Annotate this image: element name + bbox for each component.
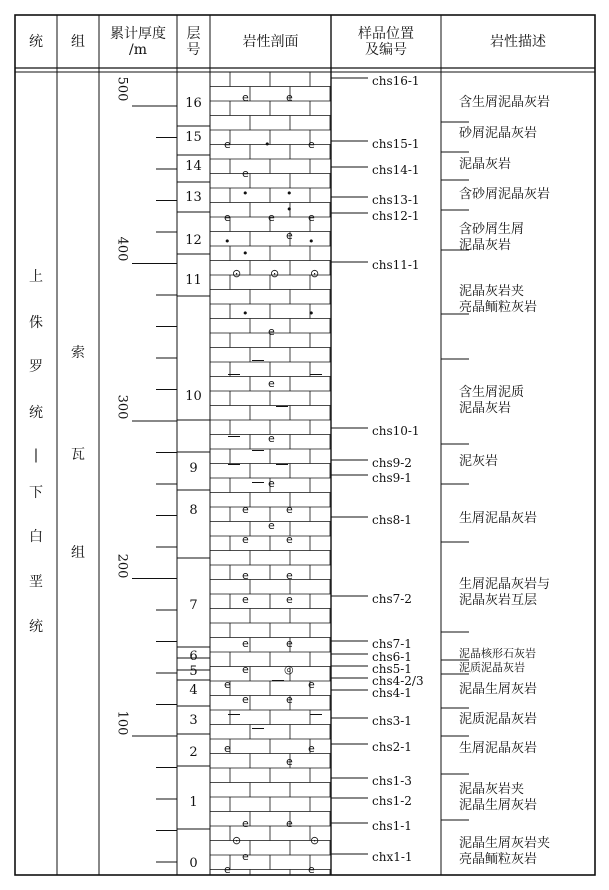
layer-number: 2 bbox=[189, 745, 198, 760]
lithology-symbols bbox=[14, 14, 596, 876]
series-char: 侏 bbox=[29, 315, 43, 331]
header-lithology-description: 岩性描述 bbox=[490, 33, 546, 50]
bioclast-symbol: e bbox=[268, 211, 275, 224]
sample-label: chs15-1 bbox=[372, 137, 420, 151]
sand-grain-symbol: • bbox=[286, 203, 293, 216]
header-lithology-section: 岩性剖面 bbox=[242, 33, 299, 50]
sample-label: chs1-3 bbox=[372, 774, 412, 788]
marl-dash bbox=[310, 374, 322, 375]
sample-label: chs16-1 bbox=[372, 74, 420, 88]
bioclast-symbol: e bbox=[242, 593, 249, 606]
sample-label: chs5-1 bbox=[372, 662, 412, 676]
header-series: 统 bbox=[29, 33, 43, 50]
bioclast-symbol: e bbox=[242, 569, 249, 582]
bioclast-symbol: e bbox=[286, 569, 293, 582]
layer-number: 12 bbox=[185, 233, 202, 248]
sample-label: chs9-2 bbox=[372, 456, 412, 470]
marl-dash bbox=[228, 436, 240, 437]
marl-dash bbox=[228, 374, 240, 375]
lithology-description: 含砂屑泥晶灰岩 bbox=[459, 187, 551, 202]
series-char: 白 bbox=[29, 529, 43, 545]
oolite-symbol: ⊙ bbox=[232, 267, 242, 280]
lithology-description: 泥质泥晶灰岩 bbox=[459, 712, 538, 727]
layer-number: 10 bbox=[185, 389, 202, 404]
layer-number: 6 bbox=[189, 649, 198, 664]
oolite-symbol: ⊙ bbox=[270, 267, 280, 280]
stratigraphic-column bbox=[14, 14, 596, 876]
bioclast-symbol: e bbox=[308, 678, 315, 691]
sample-label: chs1-2 bbox=[372, 794, 412, 808]
layer-number: 15 bbox=[185, 130, 202, 145]
bioclast-symbol: e bbox=[286, 593, 293, 606]
formation-char: 瓦 bbox=[71, 447, 85, 463]
bioclast-symbol: e bbox=[242, 167, 249, 180]
bioclast-symbol: e bbox=[268, 432, 275, 445]
sample-label: chs14-1 bbox=[372, 163, 420, 177]
bioclast-symbol: e bbox=[286, 693, 293, 706]
header-layer-number: 层 号 bbox=[186, 25, 201, 58]
oolite-symbol: ⊙ bbox=[310, 834, 320, 847]
sample-label: chs12-1 bbox=[372, 209, 420, 223]
marl-dash bbox=[276, 406, 288, 407]
bioclast-symbol: e bbox=[242, 91, 249, 104]
marl-dash bbox=[252, 482, 264, 483]
sample-label: chs7-2 bbox=[372, 592, 412, 606]
marl-dash bbox=[252, 360, 264, 361]
thickness-tick-label: 500 bbox=[114, 76, 130, 102]
thickness-tick-label: 200 bbox=[114, 553, 130, 579]
layer-number: 16 bbox=[185, 96, 202, 111]
sample-label: chs10-1 bbox=[372, 424, 420, 438]
marl-dash bbox=[310, 714, 322, 715]
series-char: 垩 bbox=[29, 574, 43, 590]
sample-label: chs1-1 bbox=[372, 819, 412, 833]
header-formation: 组 bbox=[71, 33, 85, 50]
series-char: 统 bbox=[29, 619, 43, 635]
oncoid-symbol: ◎ bbox=[284, 663, 294, 676]
sand-grain-symbol: • bbox=[242, 247, 249, 260]
thickness-tick-label: 300 bbox=[114, 394, 130, 420]
bioclast-symbol: e bbox=[224, 211, 231, 224]
sample-label: chs4-1 bbox=[372, 686, 412, 700]
lithology-description: 泥晶核形石灰岩 bbox=[459, 647, 536, 660]
lithology-description: 生屑泥晶灰岩与 泥晶灰岩互层 bbox=[459, 577, 551, 608]
lithology-description: 泥晶生屑灰岩 bbox=[459, 682, 538, 697]
sand-grain-symbol: • bbox=[264, 138, 271, 151]
sample-label: chs6-1 bbox=[372, 650, 412, 664]
lithology-description: 砂屑泥晶灰岩 bbox=[459, 126, 538, 141]
marl-dash bbox=[228, 714, 240, 715]
sand-grain-symbol: • bbox=[224, 235, 231, 248]
layer-number: 9 bbox=[189, 461, 198, 476]
sand-grain-symbol: • bbox=[242, 187, 249, 200]
oolite-symbol: ⊙ bbox=[310, 267, 320, 280]
layer-number: 5 bbox=[189, 664, 198, 679]
bioclast-symbol: e bbox=[242, 533, 249, 546]
lithology-description: 含生屑泥质 泥晶灰岩 bbox=[459, 385, 525, 416]
thickness-tick-label: 400 bbox=[114, 236, 130, 262]
bioclast-symbol: e bbox=[242, 637, 249, 650]
bioclast-symbol: e bbox=[242, 663, 249, 676]
bioclast-symbol: e bbox=[308, 138, 315, 151]
bioclast-symbol: e bbox=[242, 850, 249, 863]
bioclast-symbol: e bbox=[224, 742, 231, 755]
lithology-description: 泥灰岩 bbox=[459, 454, 499, 469]
lithology-description: 泥晶灰岩夹 泥晶生屑灰岩 bbox=[459, 782, 538, 813]
layer-number: 14 bbox=[185, 159, 202, 174]
layer-number: 8 bbox=[189, 503, 198, 518]
bioclast-symbol: e bbox=[242, 817, 249, 830]
bioclast-symbol: e bbox=[242, 503, 249, 516]
sample-label: chs8-1 bbox=[372, 513, 412, 527]
sample-label: chs7-1 bbox=[372, 637, 412, 651]
sample-label: chs11-1 bbox=[372, 258, 420, 272]
bioclast-symbol: e bbox=[308, 211, 315, 224]
sand-grain-symbol: • bbox=[242, 307, 249, 320]
marl-dash bbox=[272, 680, 284, 681]
layer-number: 4 bbox=[189, 683, 198, 698]
bioclast-symbol: e bbox=[286, 755, 293, 768]
series-char: 统 bbox=[29, 405, 43, 421]
bioclast-symbol: e bbox=[308, 742, 315, 755]
layer-number: 1 bbox=[189, 795, 198, 810]
formation-char: 索 bbox=[71, 345, 85, 361]
lithology-description: 泥晶灰岩 bbox=[459, 157, 512, 172]
bioclast-symbol: e bbox=[268, 519, 275, 532]
sand-grain-symbol: • bbox=[308, 235, 315, 248]
lithology-description: 泥晶生屑灰岩夹 亮晶鲕粒灰岩 bbox=[459, 836, 551, 867]
marl-dash bbox=[228, 464, 240, 465]
bioclast-symbol: e bbox=[268, 477, 275, 490]
sample-label: chs3-1 bbox=[372, 714, 412, 728]
bioclast-symbol: e bbox=[286, 229, 293, 242]
bioclast-symbol: e bbox=[286, 503, 293, 516]
header-cumulative-thickness: 累计厚度 /m bbox=[110, 25, 166, 58]
sample-label: chx1-1 bbox=[372, 850, 413, 864]
sample-label: chs9-1 bbox=[372, 471, 412, 485]
bioclast-symbol: e bbox=[224, 138, 231, 151]
lithology-description: 含生屑泥晶灰岩 bbox=[459, 95, 551, 110]
header-sample-position: 样品位置 及编号 bbox=[358, 25, 414, 58]
sample-label: chs2-1 bbox=[372, 740, 412, 754]
formation-char: 组 bbox=[71, 545, 85, 561]
marl-dash bbox=[252, 450, 264, 451]
layer-number: 13 bbox=[185, 190, 202, 205]
bioclast-symbol: e bbox=[268, 325, 275, 338]
bioclast-symbol: e bbox=[286, 533, 293, 546]
sample-label: chs13-1 bbox=[372, 193, 420, 207]
bioclast-symbol: e bbox=[242, 693, 249, 706]
series-char: | bbox=[33, 447, 39, 463]
lithology-description: 泥晶灰岩夹 亮晶鲕粒灰岩 bbox=[459, 284, 538, 315]
series-char: 上 bbox=[29, 269, 43, 285]
sample-label: chs4-2/3 bbox=[372, 674, 424, 688]
series-char: 罗 bbox=[29, 359, 43, 375]
marl-dash bbox=[276, 464, 288, 465]
thickness-tick-label: 100 bbox=[114, 710, 130, 736]
lithology-description: 泥质泥晶灰岩 bbox=[459, 661, 525, 674]
layer-number: 11 bbox=[185, 273, 202, 288]
lithology-description: 生屑泥晶灰岩 bbox=[459, 511, 538, 526]
sand-grain-symbol: • bbox=[308, 307, 315, 320]
bioclast-symbol: e bbox=[286, 637, 293, 650]
layer-number: 3 bbox=[189, 713, 198, 728]
bioclast-symbol: e bbox=[268, 377, 275, 390]
bioclast-symbol: e bbox=[224, 863, 231, 876]
layer-number: 7 bbox=[189, 598, 198, 613]
layer-number: 0 bbox=[189, 856, 198, 871]
bioclast-symbol: e bbox=[308, 863, 315, 876]
bioclast-symbol: e bbox=[286, 817, 293, 830]
oolite-symbol: ⊙ bbox=[232, 834, 242, 847]
sand-grain-symbol: • bbox=[286, 187, 293, 200]
lithology-description: 含砂屑生屑 泥晶灰岩 bbox=[459, 222, 525, 253]
series-char: 下 bbox=[29, 485, 43, 501]
lithology-description: 生屑泥晶灰岩 bbox=[459, 741, 538, 756]
bioclast-symbol: e bbox=[224, 678, 231, 691]
marl-dash bbox=[252, 728, 264, 729]
bioclast-symbol: e bbox=[286, 91, 293, 104]
